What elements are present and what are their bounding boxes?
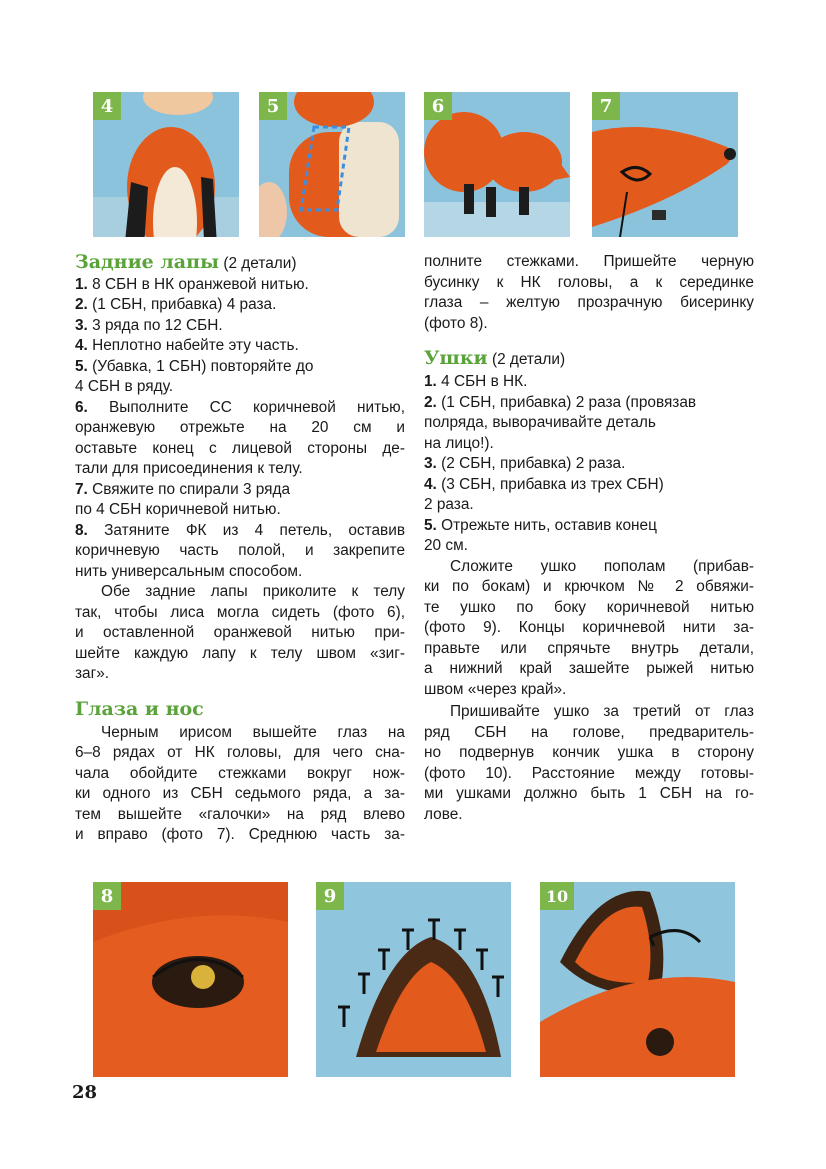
para-line: тем вышейте «галочки» на ряд влево: [75, 805, 405, 823]
photo-number-badge: 6: [424, 92, 452, 120]
para-line: (фото 8).: [424, 314, 488, 332]
para-line: ки по бокам) и крючком № 2 обвяжи-: [424, 578, 754, 595]
photo-number-badge: 9: [316, 882, 344, 910]
para-line: (фото 10). Расстояние между готовы-: [424, 764, 754, 782]
para-line: а нижний край зашейте рыжей нитью: [424, 660, 754, 677]
step: 1. 8 СБН в НК оранжевой нитью.: [75, 275, 309, 293]
para-line: бусинку к НК головы, а к серединке: [424, 273, 754, 291]
step-cont: на лицо!).: [424, 434, 494, 452]
para-line: правьте или спрячьте внутрь детали,: [424, 639, 754, 657]
fox-eye-closeup-image: [93, 882, 288, 1077]
photo-6: [424, 92, 570, 237]
step-cont: 4 СБН в ряду.: [75, 378, 174, 395]
para-line: швом «через край».: [424, 680, 567, 698]
para-line: и вправо (фото 7). Среднюю часть за-: [75, 826, 405, 843]
para-line: лове.: [424, 805, 463, 823]
photo-number-badge: 5: [259, 92, 287, 120]
section-heading-ears: Ушки (2 детали): [424, 347, 566, 369]
photo-number-badge: 8: [93, 882, 121, 910]
para-line: ки одного из СБН седьмого ряда, а за-: [75, 785, 405, 802]
section-heading-hind-legs: [75, 252, 405, 275]
section-heading-eyes-nose: Глаза и нос: [75, 697, 204, 720]
heading-title: Задние лапы: [75, 251, 220, 273]
right-column: [424, 252, 754, 825]
photo-number-badge: 7: [592, 92, 620, 120]
para-line: глаза – желтую прозрачную бисеринку: [424, 294, 754, 311]
page-number: 28: [72, 1082, 98, 1103]
para-line: Черным ирисом вышейте глаз на: [101, 723, 405, 741]
step-cont: нить универсальным способом.: [75, 562, 303, 580]
para-line: Обе задние лапы приколите к телу: [101, 583, 405, 600]
ear-trim-diagram-image: [316, 882, 511, 1077]
step-cont: оставьте конец с лицевой стороны де-: [75, 439, 405, 457]
photo-number-badge: 4: [93, 92, 121, 120]
photo-7: [592, 92, 738, 237]
left-column: [75, 252, 405, 846]
step: 3. 3 ряда по 12 СБН.: [75, 316, 223, 334]
step: 7. Свяжите по спирали 3 ряда: [75, 480, 291, 498]
photo-4: [93, 92, 239, 237]
para-line: ряд СБН на голове, предваритель-: [424, 723, 754, 741]
heading-qty: (2 детали): [223, 255, 297, 272]
step: 2. (1 СБН, прибавка) 2 раза (провязав: [424, 393, 697, 411]
step-cont: тали для присоединения к телу.: [75, 460, 303, 477]
para-line: Пришивайте ушко за третий от глаз: [450, 703, 754, 720]
step-cont: 20 см.: [424, 537, 468, 554]
para-line: полните стежками. Пришейте черную: [424, 253, 754, 270]
step: 1. 4 СБН в НК.: [424, 373, 528, 390]
para-line: но подвернув кончик ушка в сторону: [424, 744, 754, 761]
step-cont: по 4 СБН коричневой нитью.: [75, 501, 281, 518]
para-line: те ушко по боку коричневой нитью: [424, 598, 754, 616]
photo-number-badge: 10: [540, 882, 574, 910]
step-cont: 2 раза.: [424, 496, 474, 513]
step-cont: оранжевую отрежьте на 20 см и: [75, 419, 405, 436]
para-line: так, чтобы лиса могла сидеть (фото 6),: [75, 603, 405, 621]
photo-8: [93, 882, 288, 1077]
photo-9: [316, 882, 511, 1077]
step: 2. (1 СБН, прибавка) 4 раза.: [75, 296, 277, 313]
para-line: чала обойдите стежками вокруг нож-: [75, 764, 405, 782]
photo-5: [259, 92, 405, 237]
para-line: 6–8 рядах от НК головы, для чего сна-: [75, 744, 405, 761]
para-line: ми ушками должно быть 1 СБН на го-: [424, 785, 754, 802]
para-line: и оставленной оранжевой нитью при-: [75, 624, 405, 641]
step: 3. (2 СБН, прибавка) 2 раза.: [424, 455, 626, 472]
ear-attach-image: [540, 882, 735, 1077]
step-cont: полряда, выворачивайте деталь: [424, 414, 656, 431]
para-line: заг».: [75, 665, 110, 682]
para-line: (фото 9). Концы коричневой нити за-: [424, 619, 754, 636]
para-line: шейте каждую лапу к телу швом «зиг-: [75, 644, 405, 662]
step: 6. Выполните СС коричневой нитью,: [75, 398, 405, 416]
step: 4. Неплотно набейте эту часть.: [75, 337, 299, 354]
photo-10: [540, 882, 735, 1077]
step: 8. Затяните ФК из 4 петель, оставив: [75, 521, 405, 539]
step: 4. (3 СБН, прибавка из трех СБН): [424, 475, 664, 493]
para-line: Сложите ушко пополам (прибав-: [450, 557, 754, 575]
step: 5. (Убавка, 1 СБН) повторяйте до: [75, 357, 314, 375]
step-cont: коричневую часть полой, и закрепите: [75, 542, 405, 559]
step: 5. Отрежьте нить, оставив конец: [424, 516, 657, 534]
